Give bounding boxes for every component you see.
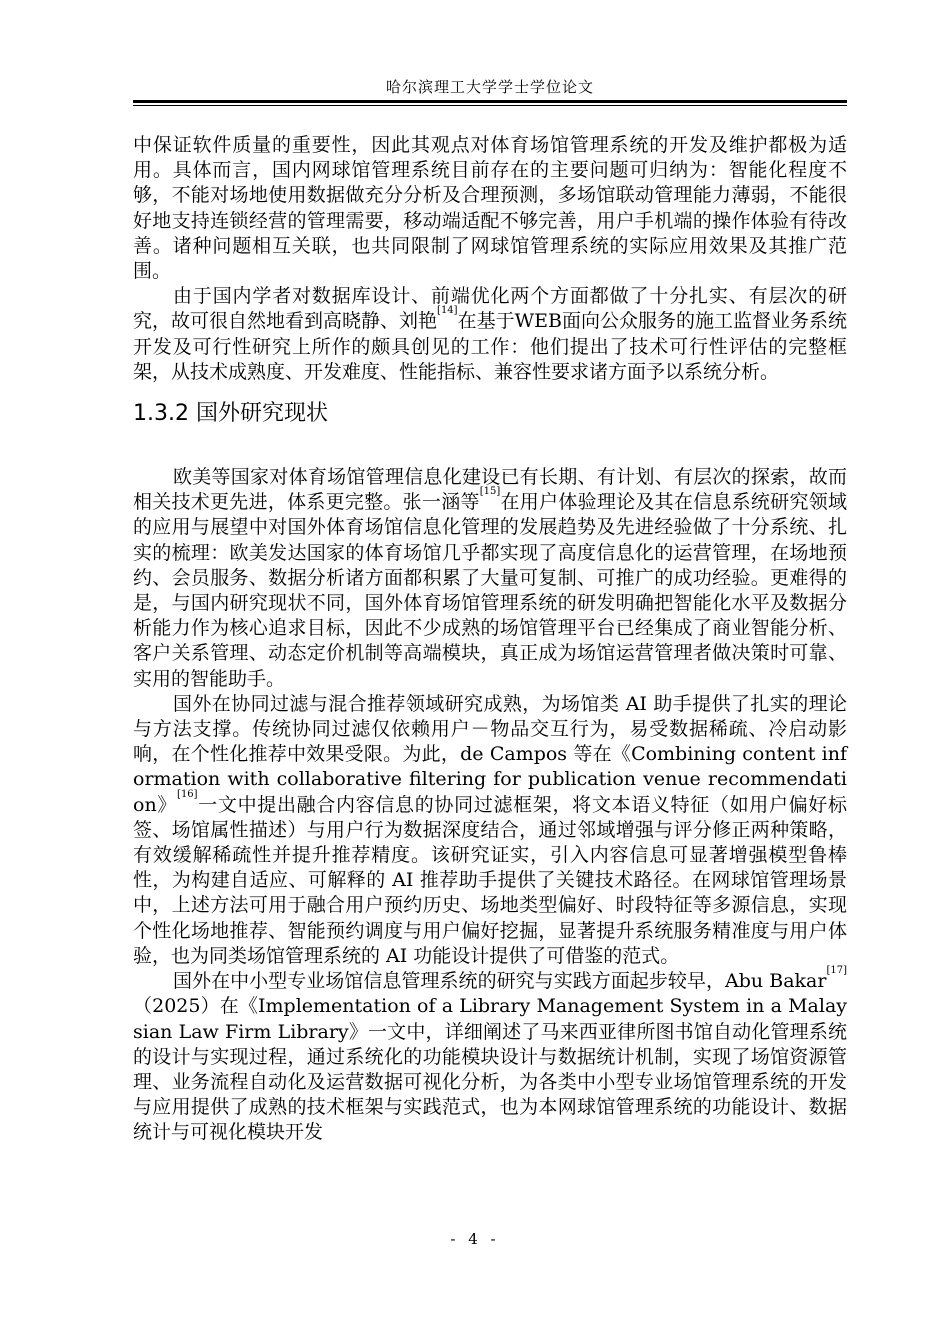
paragraph-4-text-b: 一文中提出融合内容信息的协同过滤框架，将文本语义特征（如用户偏好标签、场馆属性描述）与用户行为数据深度结合，通过邻域增强与评分修正两种策略，有效缓解稀疏性并提升推荐精度。该研究证实，引入内容信息可显著增强模型鲁棒性，为构建自适应、可解释的 AI 推荐助手提供了关键技术路径。在网球馆管理场景中，上述方法可用于融合用户预约历史、场地类型偏好、时段特征等多源信息，实现个性化场地推荐、智能预约调度与用户偏好挖掘，显著提升系统服务精准度与用户体验，也为同类场馆管理系统的 AI 功能设计提供了可借鉴的范式。 — [133, 793, 847, 967]
header-rule-thin — [133, 105, 847, 106]
paragraph-4 — [133, 692, 847, 969]
paragraph-5-text-a: 国外在中小型专业场馆信息管理系统的研究与实践方面起步较早，Abu Bakar — [173, 970, 827, 993]
paragraph-3-text-b: 在用户体验理论及其在信息系统研究领域的应用与展望中对国外体育场馆信息化管理的发展趋势及先进经验做了十分系统、扎实的梳理：欧美发达国家的体育场馆几乎都实现了高度信息化的运营管理，在场地预约、会员服务、数据分析诸方面都积累了大量可复制、可推广的成功经验。更难得的是，与国内研究现状不同，国外体育场馆管理系统的研发明确把智能化水平及数据分析能力作为核心追求目标，因此不少成熟的场馆管理平台已经集成了商业智能分析、客户关系管理、动态定价机制等高端模块，真正成为场馆运营管理者做决策时可靠、实用的智能助手。 — [133, 491, 847, 690]
citation-17: [17] — [826, 965, 847, 977]
paragraph-2-text-b: 在基于WEB面向公众服务的施工监督业务系统开发及可行性研究上所作的颇具创见的工作：他们提出了技术可行性评估的完整框架，从技术成熟度、开发难度、性能指标、兼容性要求诸方面予以系统分析。 — [133, 310, 847, 383]
page-number: - 4 - — [450, 1230, 500, 1248]
header-rule-thick — [133, 100, 847, 103]
body-text — [133, 133, 847, 1146]
paragraph-1: 中保证软件质量的重要性，因此其观点对体育场馆管理系统的开发及维护都极为适用。具体而言，国内网球馆管理系统目前存在的主要问题可归纳为：智能化程度不够，不能对场地使用数据做充分分析及合理预测，多场馆联动管理能力薄弱，不能很好地支持连锁经营的管理需要，移动端适配不够完善，用户手机端的操作体验有待改善。诸种问题相互关联，也共同限制了网球馆管理系统的实际应用效果及其推广范围。 — [133, 134, 847, 283]
citation-14: [14] — [437, 305, 458, 317]
paragraph-3 — [133, 465, 847, 692]
paragraph-3-text-a: 欧美等国家对体育场馆管理信息化建设已有长期、有计划、有层次的探索，故而相关技术更先进，体系更完整。张一涵等 — [133, 466, 847, 514]
section-heading: 1.3.2 国外研究现状 — [133, 401, 328, 427]
paragraph-5-text-b: （2025）在《Implementation of a Library Management System in a Malaysian Law Firm Library》一文中，详细阐述了马来西亚律所图书馆自动化管理系统的设计与实现过程，通过系统化的功能模块设计与数据统计机制，实现了场馆资源管理、业务流程自动化及运营数据可视化分析，为各类中小型专业场馆管理系统的开发与应用提供了成熟的技术框架与实践范式，也为本网球馆管理系统的功能设计、数据统计与可视化模块开发 — [133, 995, 847, 1144]
paragraph-4-text-a: 国外在协同过滤与混合推荐领域研究成熟，为场馆类 AI 助手提供了扎实的理论与方法支撑。传统协同过滤仅依赖用户－物品交互行为，易受数据稀疏、冷启动影响，在个性化推荐中效果受限。为此，de Campos 等在《Combining content information with collaborative filtering for publication venue recommendation》 — [133, 692, 847, 816]
citation-16: [16] — [177, 788, 198, 800]
paragraph-2-text-a: 由于国内学者对数据库设计、前端优化两个方面都做了十分扎实、有层次的研究，故可很自然地看到高晓静、刘艳 — [133, 285, 847, 333]
running-header: 哈尔滨理工大学学士学位论文 — [385, 78, 594, 96]
citation-15: [15] — [479, 486, 501, 498]
paragraph-2 — [133, 284, 847, 385]
paragraph-5 — [133, 965, 847, 1145]
